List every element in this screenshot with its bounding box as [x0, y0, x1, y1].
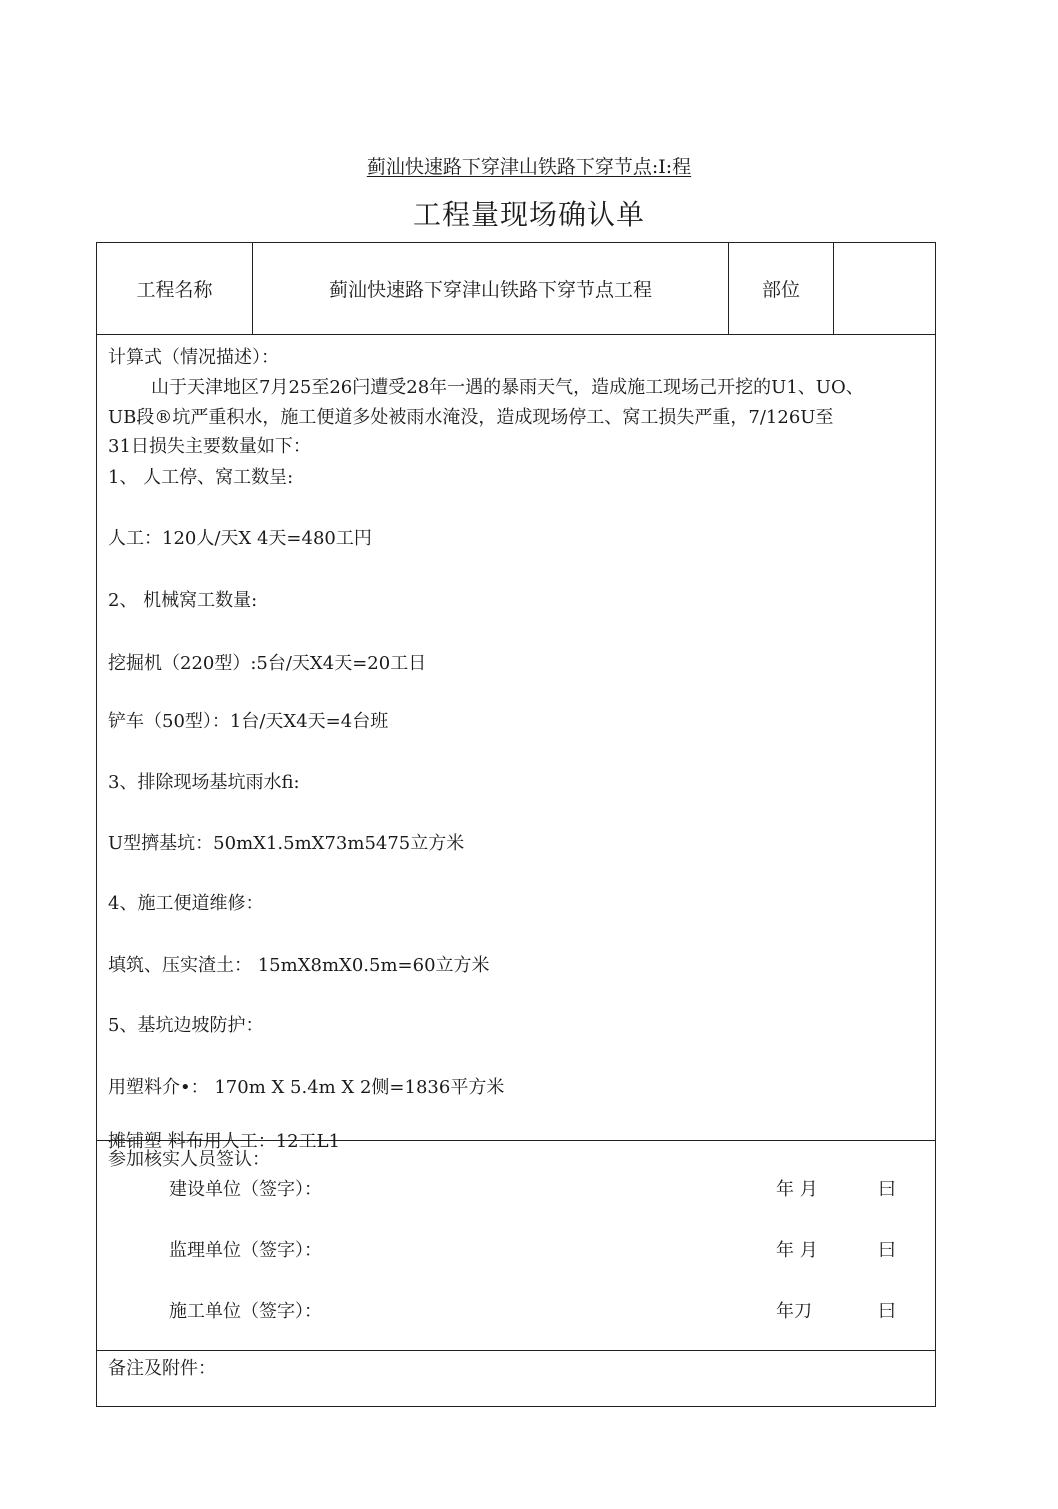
signature-label: 施工单位（签字）：: [169, 1301, 322, 1322]
document-title: 工程量现场确认单: [412, 198, 645, 231]
signature-label: 监理单位（签字）：: [169, 1240, 322, 1261]
item-3-detail: U型擠基坑：50mX1.5mX73m5475立方米: [108, 833, 465, 854]
item-2-detail-excavator: 挖掘机（220型）:5台/天X4天=20工日: [108, 653, 427, 674]
description-line-3: 31日损失主要数量如下：: [108, 436, 311, 457]
calculation-section: [97, 334, 935, 1152]
item-1-title: 1、 人工停、窝工数呈:: [108, 467, 294, 488]
signature-day: 曰: [878, 1240, 896, 1261]
part-value: [834, 243, 935, 334]
project-name-label: 工程名称: [97, 243, 253, 334]
item-4-detail: 填筑、压实渣土： 15mX8mX0.5m=60立方米: [108, 955, 490, 976]
item-5-detail: 用塑料介•： 170m X 5.4m X 2侧=1836平方米: [108, 1077, 505, 1098]
item-2-detail-loader: 铲车（50型）：1台/天X4天=4台班: [108, 711, 389, 732]
item-4-title: 4、施工便道维修：: [108, 893, 264, 914]
signature-section: [97, 1140, 935, 1351]
signature-day: 曰: [878, 1301, 896, 1322]
item-3-title: 3、排除现场基坑雨水fi:: [108, 772, 300, 793]
description-line-2: UB段®坑严重积水，施工便道多处被雨水淹没，造成现场停工、窝工损失严重，7/126U至: [108, 407, 834, 428]
calculation-heading: 计算式（情况描述）：: [108, 347, 279, 368]
item-1-detail: 人工：120人/天X 4天=480工円: [108, 528, 372, 549]
signature-day: 曰: [878, 1179, 896, 1200]
signature-label: 建设单位（签字）：: [169, 1179, 322, 1200]
notes-label: 备注及附件：: [108, 1358, 216, 1379]
project-name-value: 蓟汕快速路下穿津山铁路下穿节点工程: [253, 243, 729, 334]
item-2-title: 2、 机械窝工数量:: [108, 590, 258, 611]
signature-date: 年刀: [776, 1301, 812, 1322]
confirmation-form: [96, 242, 936, 1407]
description-line-1: 山于天津地区7月25至26闩遭受28年一遇的暴雨天气，造成施工现场己开挖的U1、UO、: [151, 377, 864, 398]
signature-date: 年 月: [776, 1179, 818, 1200]
signature-date: 年 月: [776, 1240, 818, 1261]
header-row: [97, 243, 935, 335]
item-5-title: 5、基坑边坡防护：: [108, 1015, 264, 1036]
signature-heading: 参加核实人员签认：: [108, 1149, 270, 1170]
part-label: 部位: [729, 243, 834, 334]
item-5-cut-off-line: 摊铺塑 料布用人工：12工L1: [108, 1131, 341, 1152]
document-subtitle: 蓟汕快速路下穿津山铁路下穿节点:I:程: [366, 156, 692, 178]
